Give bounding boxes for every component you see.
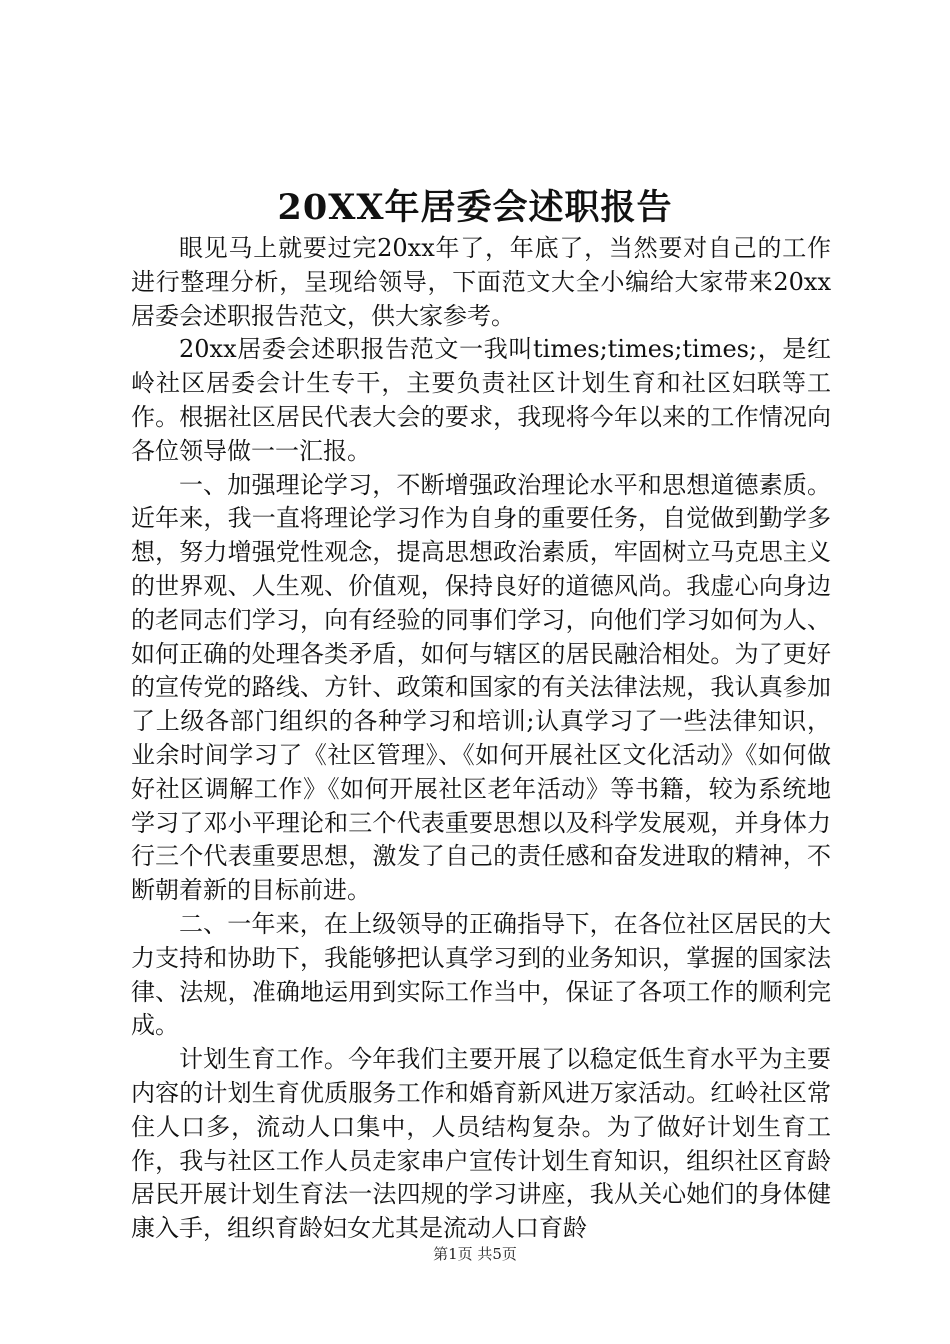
page-number-footer: 第1页 共5页 (433, 1245, 517, 1263)
document-body (131, 232, 831, 1246)
paragraph-theory-study: 一、加强理论学习，不断增强政治理论水平和思想道德素质。近年来，我一直将理论学习作为自身的重要任务，自觉做到勤学多想，努力增强党性观念，提高思想政治素质，牢固树立马克思主义的世界观、人生观、价值观，保持良好的道德风尚。我虚心向身边的老同志们学习，向有经验的同事们学习，向他们学习如何为人、如何正确的处理各类矛盾，如何与辖区的居民融洽相处。为了更好的宣传党的路线、方针、政策和国家的有关法律法规，我认真参加了上级各部门组织的各种学习和培训;认真学习了一些法律知识，业余时间学习了《社区管理》、《如何开展社区文化活动》《如何做好社区调解工作》《如何开展社区老年活动》等书籍，较为系统地学习了邓小平理论和三个代表重要思想以及科学发展观，并身体力行三个代表重要思想，激发了自己的责任感和奋发进取的精神，不断朝着新的目标前进。 (131, 470, 831, 905)
paragraph-intro: 眼见马上就要过完20xx年了，年底了，当然要对自己的工作进行整理分析，呈现给领导，下面范文大全小编给大家带来20xx居委会述职报告范文，供大家参考。 (131, 234, 831, 330)
paragraph-self-intro: 20xx居委会述职报告范文一我叫times;times;times;，是红岭社区居委会计生专干，主要负责社区计划生育和社区妇联等工作。根据社区居民代表大会的要求，我现将今年以来的工作情况向各位领导做一一汇报。 (131, 335, 831, 465)
document-title: 20XX年居委会述职报告 (277, 187, 673, 228)
paragraph-work-summary: 二、一年来，在上级领导的正确指导下，在各位社区居民的大力支持和协助下，我能够把认真学习到的业务知识，掌握的国家法律、法规，准确地运用到实际工作当中，保证了各项工作的顺利完成。 (131, 909, 831, 1040)
paragraph-family-planning: 计划生育工作。今年我们主要开展了以稳定低生育水平为主要内容的计划生育优质服务工作和婚育新风进万家活动。红岭社区常住人口多，流动人口集中，人员结构复杂。为了做好计划生育工作，我与社区工作人员走家串户宣传计划生育知识，组织社区育龄居民开展计划生育法一法四规的学习讲座，我从关心她们的身体健康入手，组织育龄妇女尤其是流动人口育龄 (131, 1045, 831, 1243)
